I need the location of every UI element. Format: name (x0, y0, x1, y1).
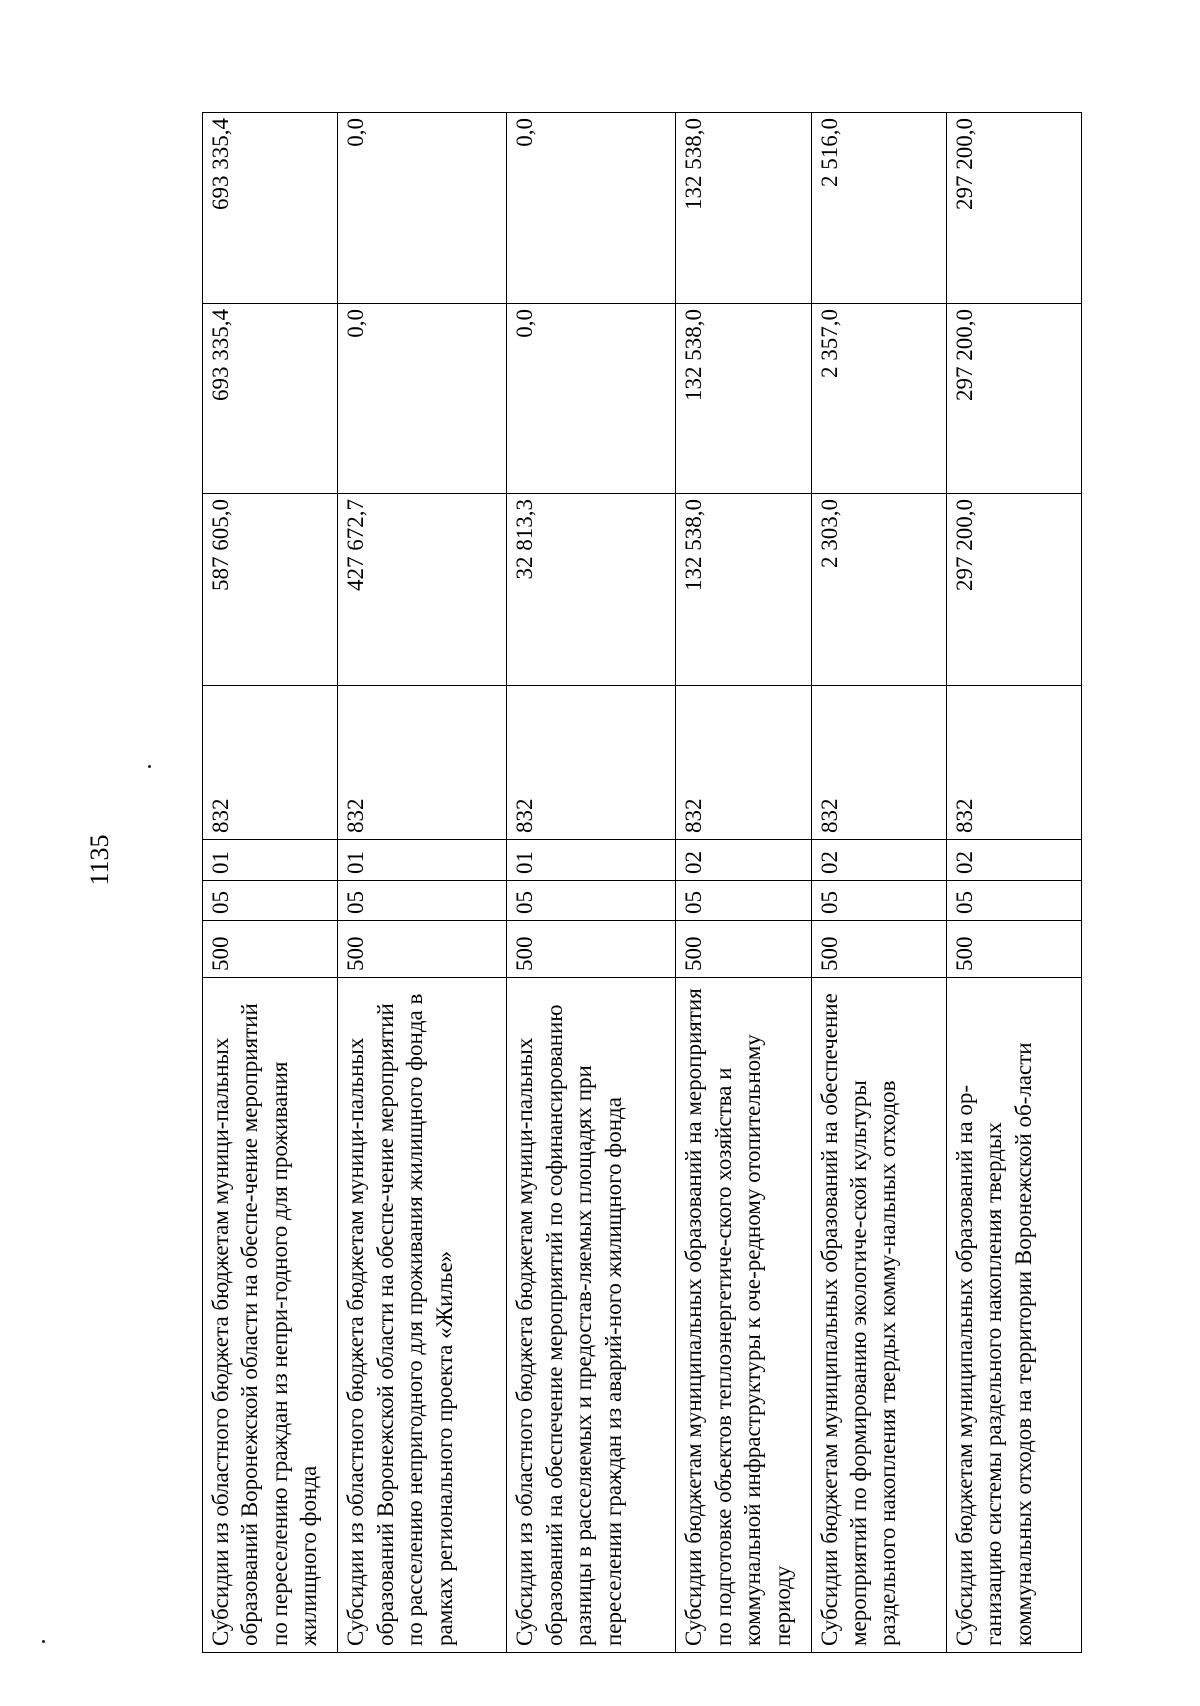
row-amount-year1: 32 813,3 (507, 494, 676, 686)
table-row (203, 113, 338, 1653)
budget-table (202, 112, 1082, 1653)
row-code-expense-type: 832 (811, 686, 946, 840)
row-amount-year2: 132 538,0 (676, 304, 811, 494)
scan-speck (148, 765, 151, 768)
row-amount-year1: 427 672,7 (338, 494, 507, 686)
row-name: Субсидии бюджетам муниципальных образований на обеспечение мероприятий по формированию экологиче-ской культуры раздельного накопления твердых комму-нальных отходов (811, 978, 946, 1653)
row-code-expense-type: 832 (507, 686, 676, 840)
row-amount-year2: 0,0 (338, 304, 507, 494)
table-row (338, 113, 507, 1653)
row-amount-year3: 0,0 (338, 113, 507, 304)
row-amount-year1: 132 538,0 (676, 494, 811, 686)
row-code-section: 05 (811, 881, 946, 921)
page-number: 1135 (85, 834, 114, 886)
table-row (676, 113, 811, 1653)
row-amount-year3: 132 538,0 (676, 113, 811, 304)
page-number-container (70, 830, 130, 890)
row-code-grbs: 500 (507, 921, 676, 978)
row-amount-year2: 297 200,0 (946, 304, 1081, 494)
row-code-grbs: 500 (676, 921, 811, 978)
table-row (946, 113, 1081, 1653)
row-code-subsection: 02 (676, 840, 811, 881)
row-code-expense-type: 832 (203, 686, 338, 840)
row-name: Субсидии из областного бюджета бюджетам муници-пальных образований на обеспечение мероприятий по софинансированию разницы в расселяемых и предостав-ляемых площадях при переселении граждан из аварий-ного жилищного фонда (507, 978, 676, 1653)
row-code-section: 05 (338, 881, 507, 921)
row-code-grbs: 500 (946, 921, 1081, 978)
row-code-section: 05 (946, 881, 1081, 921)
row-code-section: 05 (676, 881, 811, 921)
scan-speck (42, 1640, 45, 1643)
row-code-subsection: 01 (507, 840, 676, 881)
row-code-section: 05 (507, 881, 676, 921)
table-row (811, 113, 946, 1653)
row-code-subsection: 02 (811, 840, 946, 881)
row-code-grbs: 500 (811, 921, 946, 978)
row-amount-year1: 587 605,0 (203, 494, 338, 686)
row-code-section: 05 (203, 881, 338, 921)
row-name: Субсидии из областного бюджета бюджетам муници-пальных образований Воронежской области на обеспе-чение мероприятий по переселению граждан из непри-годного для проживания жилищного фонда (203, 978, 338, 1653)
row-name: Субсидии из областного бюджета бюджетам муници-пальных образований Воронежской области на обеспе-чение мероприятий по расселению непригодного для проживания жилищного фонда в рамках регионального проекта «Жилье» (338, 978, 507, 1653)
row-name: Субсидии бюджетам муниципальных образований на мероприятия по подготовке объектов теплоэнергетиче-ского хозяйства и коммунальной инфраструктуры к оче-редному отопительному периоду (676, 978, 811, 1653)
row-amount-year1: 297 200,0 (946, 494, 1081, 686)
row-code-expense-type: 832 (338, 686, 507, 840)
row-code-grbs: 500 (203, 921, 338, 978)
row-code-subsection: 01 (338, 840, 507, 881)
row-amount-year3: 693 335,4 (203, 113, 338, 304)
row-amount-year1: 2 303,0 (811, 494, 946, 686)
table-row (507, 113, 676, 1653)
row-amount-year3: 297 200,0 (946, 113, 1081, 304)
row-amount-year2: 2 357,0 (811, 304, 946, 494)
row-amount-year3: 2 516,0 (811, 113, 946, 304)
row-code-grbs: 500 (338, 921, 507, 978)
row-code-expense-type: 832 (946, 686, 1081, 840)
row-amount-year2: 0,0 (507, 304, 676, 494)
row-amount-year2: 693 335,4 (203, 304, 338, 494)
row-amount-year3: 0,0 (507, 113, 676, 304)
row-code-subsection: 02 (946, 840, 1081, 881)
row-code-expense-type: 832 (676, 686, 811, 840)
row-name: Субсидии бюджетам муниципальных образований на ор-ганизацию системы раздельного накопления твердых коммунальных отходов на территории Воронежской об-ласти (946, 978, 1081, 1653)
budget-table-rotated (202, 113, 1082, 1653)
row-code-subsection: 01 (203, 840, 338, 881)
